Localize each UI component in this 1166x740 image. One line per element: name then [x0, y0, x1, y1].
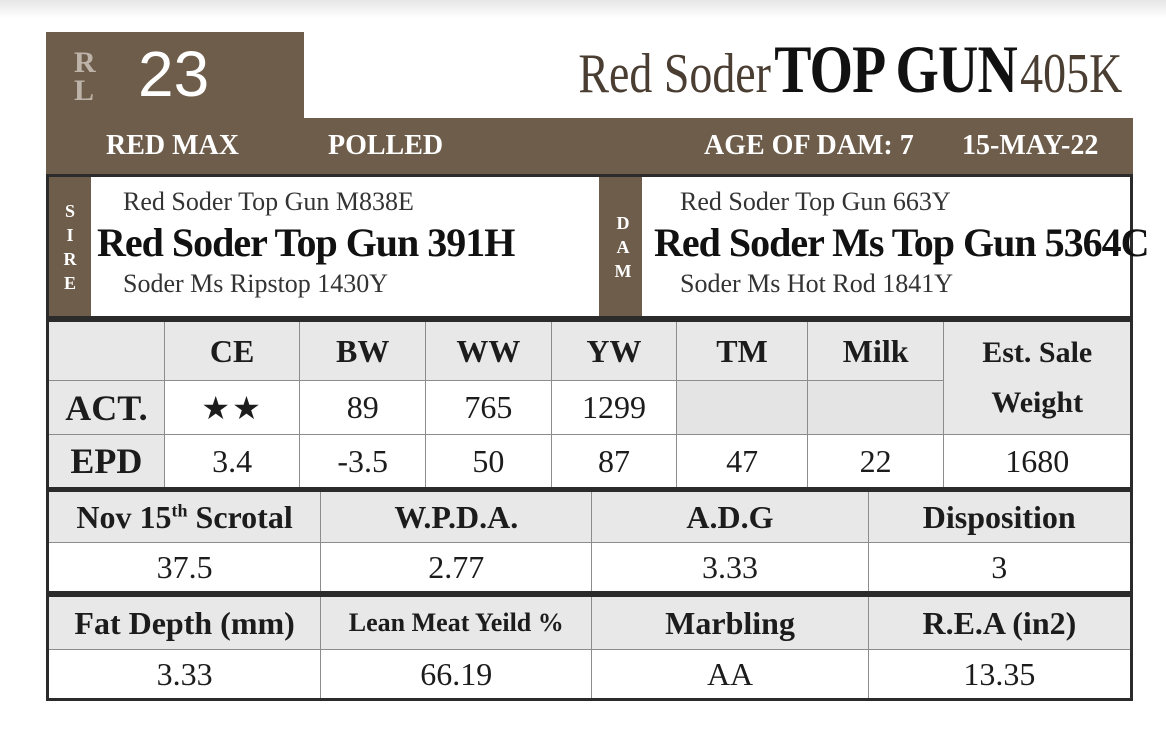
sire-label: S I R E — [63, 200, 77, 293]
scrotal-value: 37.5 — [48, 543, 321, 593]
scrotal-label: Nov 15th Scrotal — [48, 491, 321, 543]
top-shadow — [0, 0, 1166, 18]
sire-dam: Soder Ms Ripstop 1430Y — [123, 269, 389, 298]
epd-ce: 3.4 — [164, 435, 300, 489]
dam-label: D A M — [614, 212, 632, 281]
lot-number: 23 — [138, 38, 210, 110]
col-ce: CE — [164, 321, 300, 381]
birth-date: 15-MAY-22 — [962, 130, 1099, 161]
dam-box — [642, 177, 1149, 316]
dam-name: Red Soder Ms Top Gun 5364C — [654, 220, 1149, 265]
lot-number-block — [46, 32, 304, 118]
svg-text:R: R — [74, 46, 96, 79]
epd-corner-cell — [48, 321, 165, 381]
epd-table — [46, 319, 1133, 490]
svg-text:L: L — [74, 74, 95, 102]
rl-logo-icon — [72, 46, 106, 102]
adg-label: A.D.G — [592, 491, 868, 543]
adg-value: 3.33 — [592, 543, 868, 593]
dam-dam: Soder Ms Hot Rod 1841Y — [680, 269, 954, 298]
sire-box — [91, 177, 599, 316]
marbling-value: AA — [592, 650, 868, 700]
col-milk: Milk — [807, 321, 944, 381]
est-sale-weight-value: 1680 — [944, 435, 1132, 489]
col-ww: WW — [425, 321, 551, 381]
act-bw: 89 — [300, 381, 426, 435]
info-bar — [46, 118, 1133, 174]
dam-sire: Red Soder Top Gun 663Y — [680, 187, 951, 216]
epd-tm: 47 — [677, 435, 808, 489]
act-ww: 765 — [425, 381, 551, 435]
lean-meat-label: Lean Meat Yeild % — [321, 596, 592, 650]
act-tm — [677, 381, 808, 435]
marbling-label: Marbling — [592, 596, 868, 650]
act-yw: 1299 — [551, 381, 677, 435]
wpda-value: 2.77 — [321, 543, 592, 593]
lean-meat-value: 66.19 — [321, 650, 592, 700]
col-bw: BW — [300, 321, 426, 381]
pedigree — [46, 174, 1149, 319]
epd-yw: 87 — [551, 435, 677, 489]
epd-ww: 50 — [425, 435, 551, 489]
row-epd-label: EPD — [48, 435, 165, 489]
epd-bw: -3.5 — [300, 435, 426, 489]
animal-title — [459, 30, 1122, 109]
stats-table-1 — [46, 489, 1133, 594]
row-act-label: ACT. — [48, 381, 165, 435]
col-tm: TM — [677, 321, 808, 381]
age-of-dam: AGE OF DAM: 7 — [704, 130, 914, 161]
act-milk — [807, 381, 944, 435]
epd-milk: 22 — [807, 435, 944, 489]
col-yw: YW — [551, 321, 677, 381]
fat-depth-label: Fat Depth (mm) — [48, 596, 321, 650]
col-est-sale-weight: Est. Sale Weight — [944, 321, 1132, 435]
disposition-label: Disposition — [868, 491, 1132, 543]
rea-label: R.E.A (in2) — [868, 596, 1131, 650]
title-prefix: Red Soder — [578, 43, 771, 105]
rea-value: 13.35 — [868, 650, 1131, 700]
sire-name: Red Soder Top Gun 391H — [97, 220, 515, 265]
title-main: TOP GUN — [774, 31, 1017, 107]
disposition-value: 3 — [868, 543, 1132, 593]
breed: RED MAX — [106, 130, 239, 161]
title-suffix: 405K — [1019, 43, 1122, 105]
horn-status: POLLED — [328, 130, 444, 161]
fat-depth-value: 3.33 — [48, 650, 321, 700]
act-ce-stars: ★★ — [164, 381, 300, 435]
wpda-label: W.P.D.A. — [321, 491, 592, 543]
stats-table-2 — [46, 594, 1133, 701]
sire-sire: Red Soder Top Gun M838E — [123, 187, 414, 216]
